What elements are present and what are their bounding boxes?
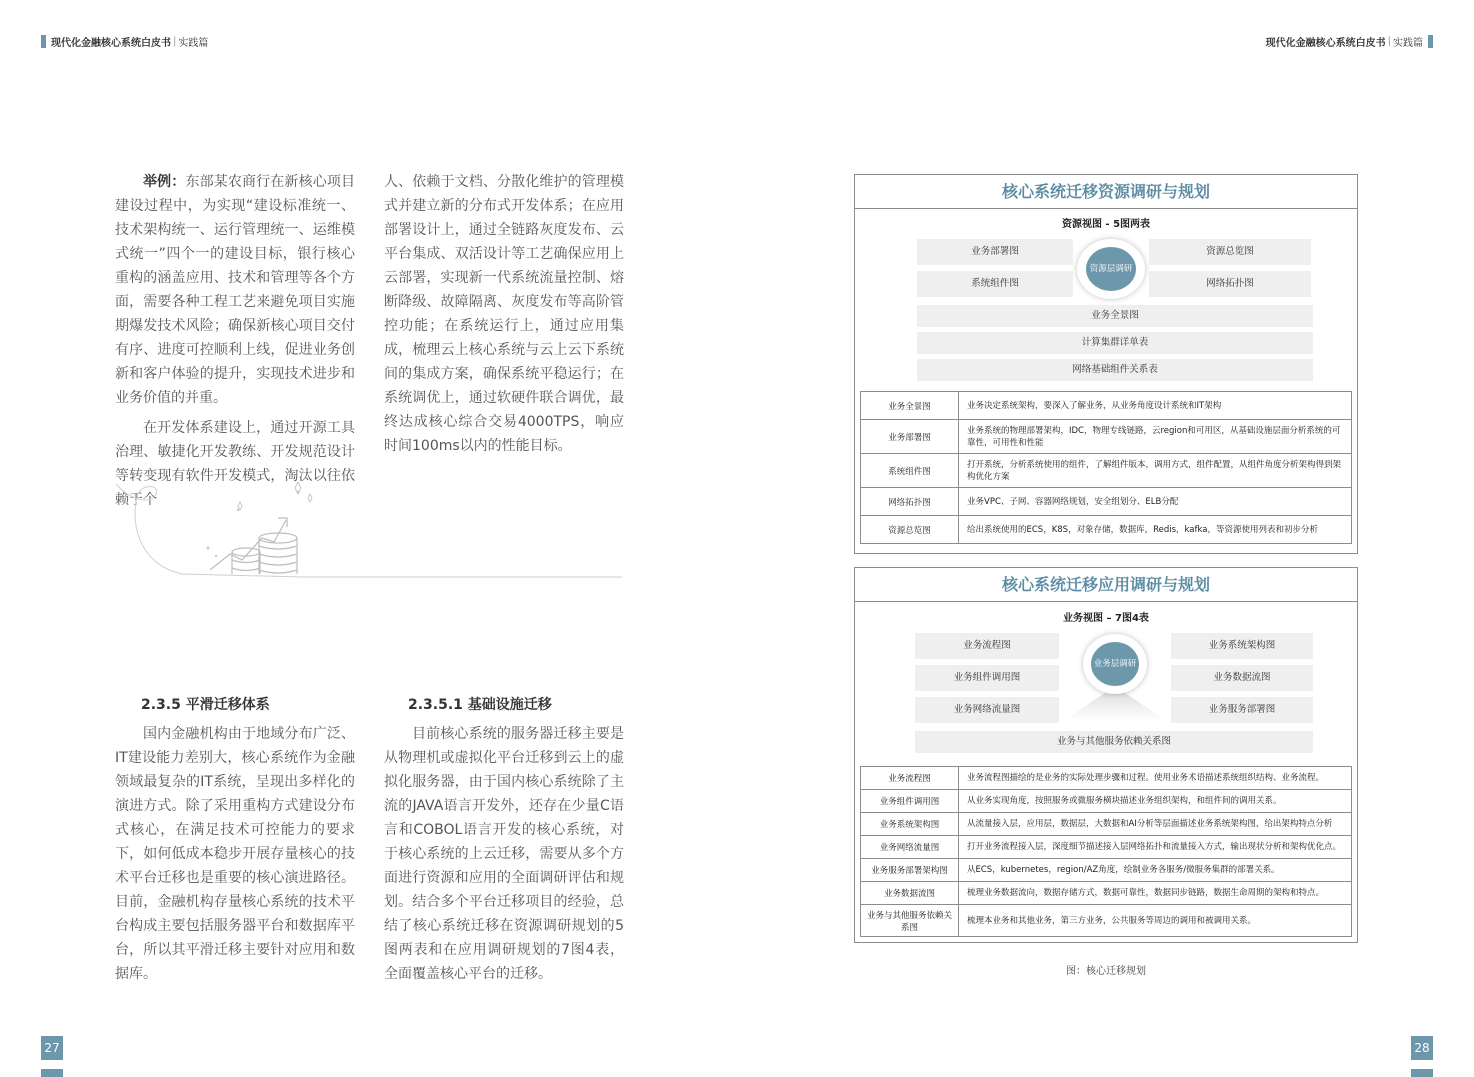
diagram-box: 资源总览图	[1149, 239, 1311, 265]
diagram-box: 业务网络流量图	[915, 697, 1059, 723]
table-key: 业务网络流量图	[861, 836, 959, 859]
table-key: 业务部署图	[861, 420, 959, 454]
header-accent-bar	[41, 35, 46, 48]
migration-intro-paragraph: 国内金融机构由于地域分布广泛、IT建设能力差别大，核心系统作为金融领域最复杂的IT系统，呈现出多样化的演进方式。除了采用重构方式建设分布式核心，在满足技术可控能力的要求下，如何低成本稳步开展存量核心的技术平台迁移也是重要的核心演进路径。目前，金融机构存量核心系统的技术平台构成主要包括服务器平台和数据库平台，所以其平滑迁移主要针对应用和数据库。	[115, 726, 355, 982]
table-value: 业务流程图描绘的是业务的实际处理步骤和过程。使用业务术语描述系统组织结构、业务流程。	[959, 767, 1352, 790]
header-title: 现代化金融核心系统白皮书	[1265, 38, 1386, 49]
example-lead: 举例：	[143, 174, 186, 190]
center-circle-label: 资源层调研	[1086, 247, 1136, 291]
text-column-3	[115, 722, 355, 986]
text-column-2	[384, 170, 624, 458]
table-key: 业务组件调用图	[861, 790, 959, 813]
diagram-box: 业务与其他服务依赖关系图	[915, 731, 1313, 753]
table-key: 资源总览图	[861, 516, 959, 544]
diagram-subtitle: 业务视图 – 7图4表	[1063, 613, 1149, 624]
header-subtitle: 实践篇	[178, 38, 209, 49]
header-title: 现代化金融核心系统白皮书	[51, 38, 171, 49]
table-key: 业务数据流图	[861, 882, 959, 905]
table-value: 梳理本业务和其他业务，第三方业务，公共服务等周边的调用和被调用关系。	[959, 905, 1352, 937]
table-row	[861, 790, 1352, 813]
diagram-box: 业务部署图	[917, 239, 1073, 265]
diagram-box: 系统组件图	[917, 271, 1073, 297]
header-subtitle: 实践篇	[1393, 38, 1423, 49]
table-key: 业务系统架构图	[861, 813, 959, 836]
subsection-heading: 2.3.5.1 基础设施迁移	[408, 697, 552, 713]
left-running-header	[41, 34, 208, 49]
diagram-title: 核心系统迁移资源调研与规划	[855, 175, 1357, 209]
diagram-title: 核心系统迁移应用调研与规划	[855, 568, 1357, 602]
table-row	[861, 392, 1352, 420]
table-value: 从ECS，kubernetes，region/AZ角度，绘制业务各服务/微服务集群的部署关系。	[959, 859, 1352, 882]
infrastructure-migration-paragraph: 目前核心系统的服务器迁移主要是从物理机或虚拟化平台迁移到云上的虚拟化服务器，由于国内核心系统除了主流的JAVA语言开发外，还存在少量C语言和COBOL语言开发的核心系统，对于核心系统的上云迁移，需要从多个方面进行资源和应用的全面调研评估和规划。结合多个平台迁移项目的经验，总结了核心系统迁移在资源调研规划的5图两表和在应用调研规划的7图4表，全面覆盖核心平台的迁移。	[384, 726, 624, 982]
center-circle-label: 业务层调研	[1091, 642, 1139, 686]
section-heading: 2.3.5 平滑迁移体系	[141, 697, 270, 713]
table-row	[861, 516, 1352, 544]
table-value: 业务VPC、子网、容器网络规划，安全组划分、ELB分配	[959, 488, 1352, 516]
diagram-box: 业务系统架构图	[1171, 633, 1313, 659]
table-row	[861, 454, 1352, 488]
finance-growth-illustration	[112, 478, 624, 582]
table-row	[861, 767, 1352, 790]
table-key: 业务与其他服务依赖关系图	[861, 905, 959, 937]
diagram-box: 网络基础组件关系表	[917, 359, 1313, 381]
table-row	[861, 836, 1352, 859]
table-row	[861, 882, 1352, 905]
resource-planning-diagram	[854, 174, 1358, 554]
example-paragraph	[115, 170, 355, 410]
application-table	[860, 766, 1352, 937]
table-key: 业务服务部署架构图	[861, 859, 959, 882]
diagram-box: 业务流程图	[915, 633, 1059, 659]
page-number-accent	[1411, 1069, 1433, 1077]
table-row	[861, 813, 1352, 836]
table-key: 网络拓扑图	[861, 488, 959, 516]
table-row	[861, 488, 1352, 516]
table-value: 从业务实现角度，按照服务或微服务横块描述业务组织架构，和组件间的调用关系。	[959, 790, 1352, 813]
table-row	[861, 859, 1352, 882]
diagram-box: 业务服务部署图	[1171, 697, 1313, 723]
header-separator: |	[1387, 36, 1391, 47]
figure-caption: 图：核心迁移规划	[1066, 966, 1146, 977]
table-key: 系统组件图	[861, 454, 959, 488]
dev-system-paragraph: 在开发体系建设上，通过开源工具治理、敏捷化开发教练、开发规范设计等转变现有软件开发模式，淘汰以往依赖于个	[115, 420, 355, 508]
header-separator: |	[173, 36, 177, 47]
text-column-1	[115, 170, 355, 512]
table-value: 业务系统的物理部署架构，IDC，物理专线链路，云region和可用区，从基础设施层面分析系统的可靠性，可用性和性能	[959, 420, 1352, 454]
table-key: 业务流程图	[861, 767, 959, 790]
table-value: 打开系统，分析系统使用的组件，了解组件版本，调用方式，组件配置，从组件角度分析架构得到架构优化方案	[959, 454, 1352, 488]
diagram-box: 业务组件调用图	[915, 665, 1059, 691]
diagram-box: 网络拓扑图	[1149, 271, 1311, 297]
table-value: 梳理业务数据流向，数据存储方式，数据可靠性，数据同步链路，数据生命周期的架构和特点。	[959, 882, 1352, 905]
header-accent-bar	[1428, 35, 1433, 48]
example-text: 东部某农商行在新核心项目建设过程中，为实现“建设标准统一、技术架构统一、运行管理统一、运维模式统一”四个一的建设目标，银行核心重构的涵盖应用、技术和管理等各个方面，需要各种工程工艺来避免项目实施期爆发技术风险；确保新核心项目交付有序、进度可控顺利上线，促进业务创新和客户体验的提升，实现技术进步和业务价值的并重。	[115, 174, 356, 406]
table-key: 业务全景图	[861, 392, 959, 420]
diagram-subtitle: 资源视图 - 5图两表	[1061, 219, 1151, 230]
page-number-accent	[41, 1069, 63, 1077]
page-number-right: 28	[1411, 1036, 1433, 1060]
table-row	[861, 905, 1352, 937]
resource-table	[860, 391, 1352, 544]
page-number-left: 27	[41, 1036, 63, 1060]
diagram-box: 业务全景图	[917, 305, 1313, 327]
dev-system-paragraph-cont: 人、依赖于文档、分散化维护的管理模式并建立新的分布式开发体系；在应用部署设计上，通过全链路灰度发布、云平台集成、双活设计等工艺确保应用上云部署，实现新一代系统流量控制、熔断降级、故障隔离、灰度发布等高阶管控功能；在系统运行上，通过应用集成，梳理云上核心系统与云上云下系统间的集成方案，确保系统平稳运行；在系统调优上，通过软硬件联合调优，最终达成核心综合交易4000TPS，响应时间100ms以内的性能目标。	[384, 174, 624, 454]
diagram-box: 计算集群详单表	[917, 332, 1313, 354]
table-value: 从流量接入层，应用层，数据层，大数据和AI分析等层面描述业务系统架构图，给出架构特点分析	[959, 813, 1352, 836]
diagram-box: 业务数据流图	[1171, 665, 1313, 691]
table-value: 业务决定系统架构，要深入了解业务，从业务角度设计系统和IT架构	[959, 392, 1352, 420]
table-row	[861, 420, 1352, 454]
right-running-header	[1266, 34, 1433, 49]
table-value: 给出系统使用的ECS，K8S，对象存储，数据库，Redis，kafka，等资源使用列表和初步分析	[959, 516, 1352, 544]
table-value: 打开业务流程接入层，深度细节描述接入层网络拓扑和流量接入方式，输出现状分析和架构优化点。	[959, 836, 1352, 859]
text-column-4	[384, 722, 624, 986]
application-planning-diagram	[854, 567, 1358, 943]
